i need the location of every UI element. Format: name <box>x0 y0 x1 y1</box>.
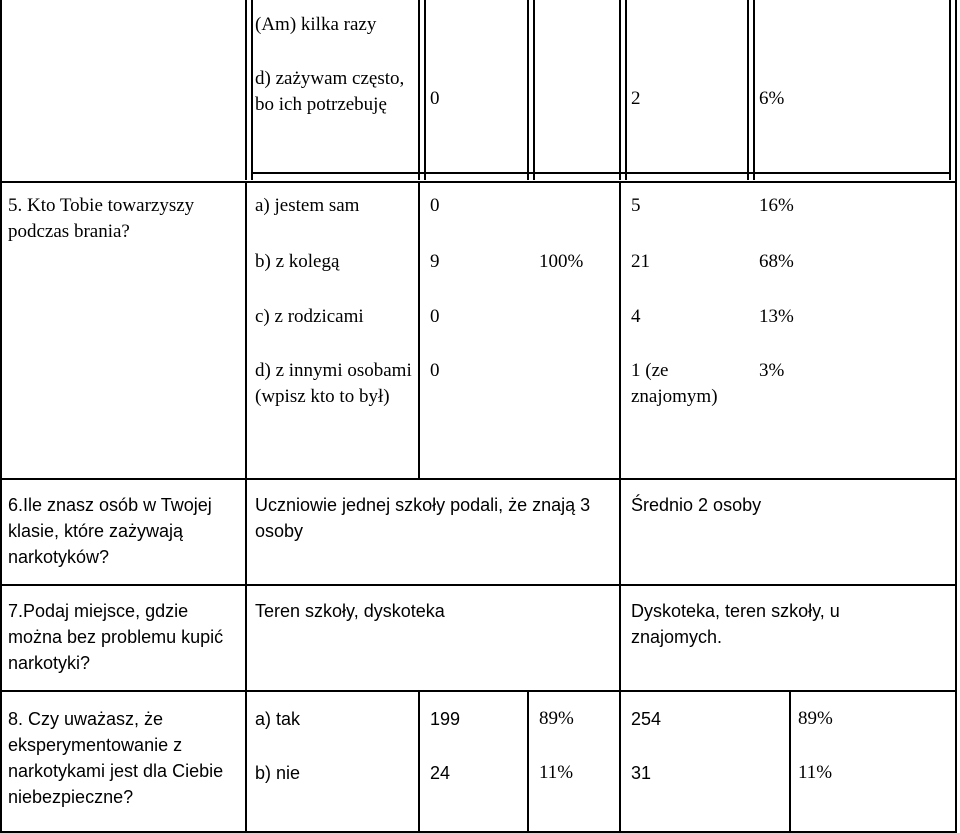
answer-label: b) nie <box>255 763 301 783</box>
school1-count: 0 <box>430 360 440 381</box>
school1-count: 0 <box>430 306 440 327</box>
school2-count: 4 <box>631 306 641 327</box>
school2-percent: 13% <box>759 306 794 327</box>
answer-label: b) z kolegą <box>255 251 340 272</box>
school2-percent: 16% <box>759 195 794 216</box>
school2-count: 31 <box>631 763 652 783</box>
answer-label: c) z rodzicami <box>255 306 364 327</box>
school2-percent: 3% <box>759 360 785 381</box>
school2-count: 21 <box>631 251 650 272</box>
school2-percent: 6% <box>759 88 785 109</box>
question-text: 6.Ile znasz osób w Twojej klasie, które zażywają narkotyków? <box>8 495 212 567</box>
school2-count: 254 <box>631 709 662 729</box>
answer-label: (Am) kilka razy <box>255 14 377 35</box>
school2-count: 1 (ze znajomym) <box>631 360 718 407</box>
question-text: 5. Kto Tobie towarzyszy podczas brania? <box>8 195 195 242</box>
school1-answer: Teren szkoły, dyskoteka <box>255 601 445 621</box>
school1-count: 199 <box>430 709 461 729</box>
school2-count: 5 <box>631 195 641 216</box>
school2-percent: 11% <box>798 762 833 783</box>
question-text: 8. Czy uważasz, że eksperymentowanie z narkotykami jest dla Ciebie niebezpieczne? <box>8 709 224 807</box>
school2-answer: Dyskoteka, teren szkoły, u znajomych. <box>631 601 840 647</box>
school1-count: 24 <box>430 763 451 783</box>
school2-percent: 89% <box>798 708 833 729</box>
answer-label: a) tak <box>255 709 301 729</box>
school2-count: 2 <box>631 88 641 109</box>
answer-label: d) z innymi osobami (wpisz kto to był) <box>255 360 412 407</box>
school2-answer: Średnio 2 osoby <box>631 495 762 515</box>
answer-label: d) zażywam często, bo ich potrzebuję <box>255 68 405 115</box>
school1-answer: Uczniowie jednej szkoły podali, że znają 3 osoby <box>255 495 591 541</box>
answer-label: a) jestem sam <box>255 195 360 216</box>
question-text: 7.Podaj miejsce, gdzie można bez problemu kupić narkotyki? <box>8 601 224 673</box>
school1-percent: 11% <box>539 762 574 783</box>
school1-percent: 89% <box>539 708 574 729</box>
school1-count: 0 <box>430 195 440 216</box>
school2-percent: 68% <box>759 251 794 272</box>
school1-percent: 100% <box>539 251 584 272</box>
school1-count: 0 <box>430 88 440 109</box>
school1-count: 9 <box>430 251 440 272</box>
